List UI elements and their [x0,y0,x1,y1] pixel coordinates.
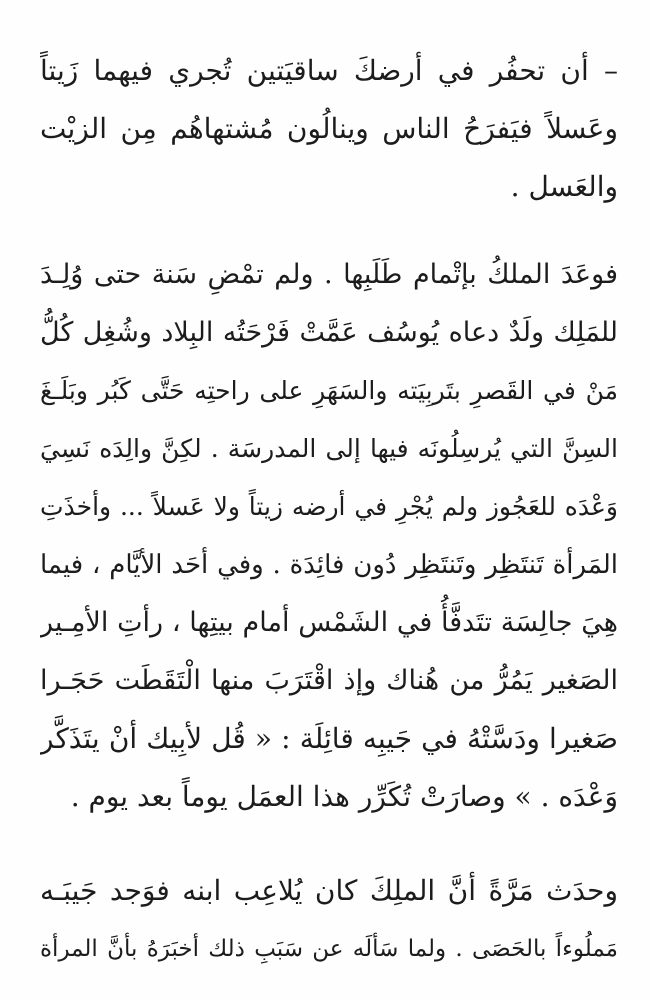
paragraph-2 [40,246,618,826]
text-line: المَرأة تَنتَظِر وتَنتَظِر دُون فائِدَة . وفي أحَد الأيَّام ، فيما [40,550,618,580]
paragraph-3 [40,862,618,978]
text-line: السِنَّ التي يُرسِلُونَه فيها إلى المدرسَة . لكِنَّ والِدَه نَسِيَ [40,434,618,463]
text-line: وعَسلاً فيَفرَحُ الناس وينالُون مُشتهاهُم مِن الزيْت [40,112,618,145]
text-line: للمَلِك ولَدٌ دعاه يُوسُف عَمَّتْ فَرْحَتُه البِلاد وشُغِل كُلُّ [40,317,618,348]
text-line: الصَغير يَمُرُّ من هُناك وإذ اقْتَرَبَ منها الْتَقَطَت حَجَـرا [40,665,618,696]
paragraph-spacer [40,216,618,246]
paragraph-spacer [40,826,618,862]
text-line: فوعَدَ الملكُ بإتْمام طَلَبِها . ولم تمْضِ سَنة حتى وُلِـدَ [40,259,618,290]
text-line: مَنْ في القَصرِ بتَربِيَته والسَهَرِ على راحتِه حَتَّى كَبُر وبَلَـغَ [40,376,618,405]
text-line: – أن تحفُر في أرضكَ ساقيَتين تُجري فيهما زَيتاً [40,54,618,87]
text-line: وَعْدَه . » وصارَتْ تُكَرِّر هذا العمَل يوماً بعد يوم . [70,780,618,813]
text-line: مَملُوءاً بالحَصَى . ولما سَألَه عن سَبَبِ ذلك أخبَرَهُ بأنَّ المرأة [40,936,618,962]
paragraph-1 [40,42,618,216]
text-line: وحدَث مَرَّةً أنَّ الملِكَ كان يُلاعِب ابنه فوَجد جَيبَـه [40,874,618,907]
text-line: والعَسل . [510,170,618,203]
text-line: هِيَ جالِسَة تتَدفَّأُ في الشَمْس أمام بيتِها ، رأتِ الأمِـير [40,607,618,638]
text-line: صَغيرا ودَسَّتْهُ في جَيبِه قائِلَة : « قُل لأبِيك أنْ يتَذَكَّر [40,722,618,755]
text-line: وَعْدَه للعَجُوز ولم يُجْرِ في أرضه زيتاً ولا عَسلاً ... وأخذَتِ [40,492,618,521]
